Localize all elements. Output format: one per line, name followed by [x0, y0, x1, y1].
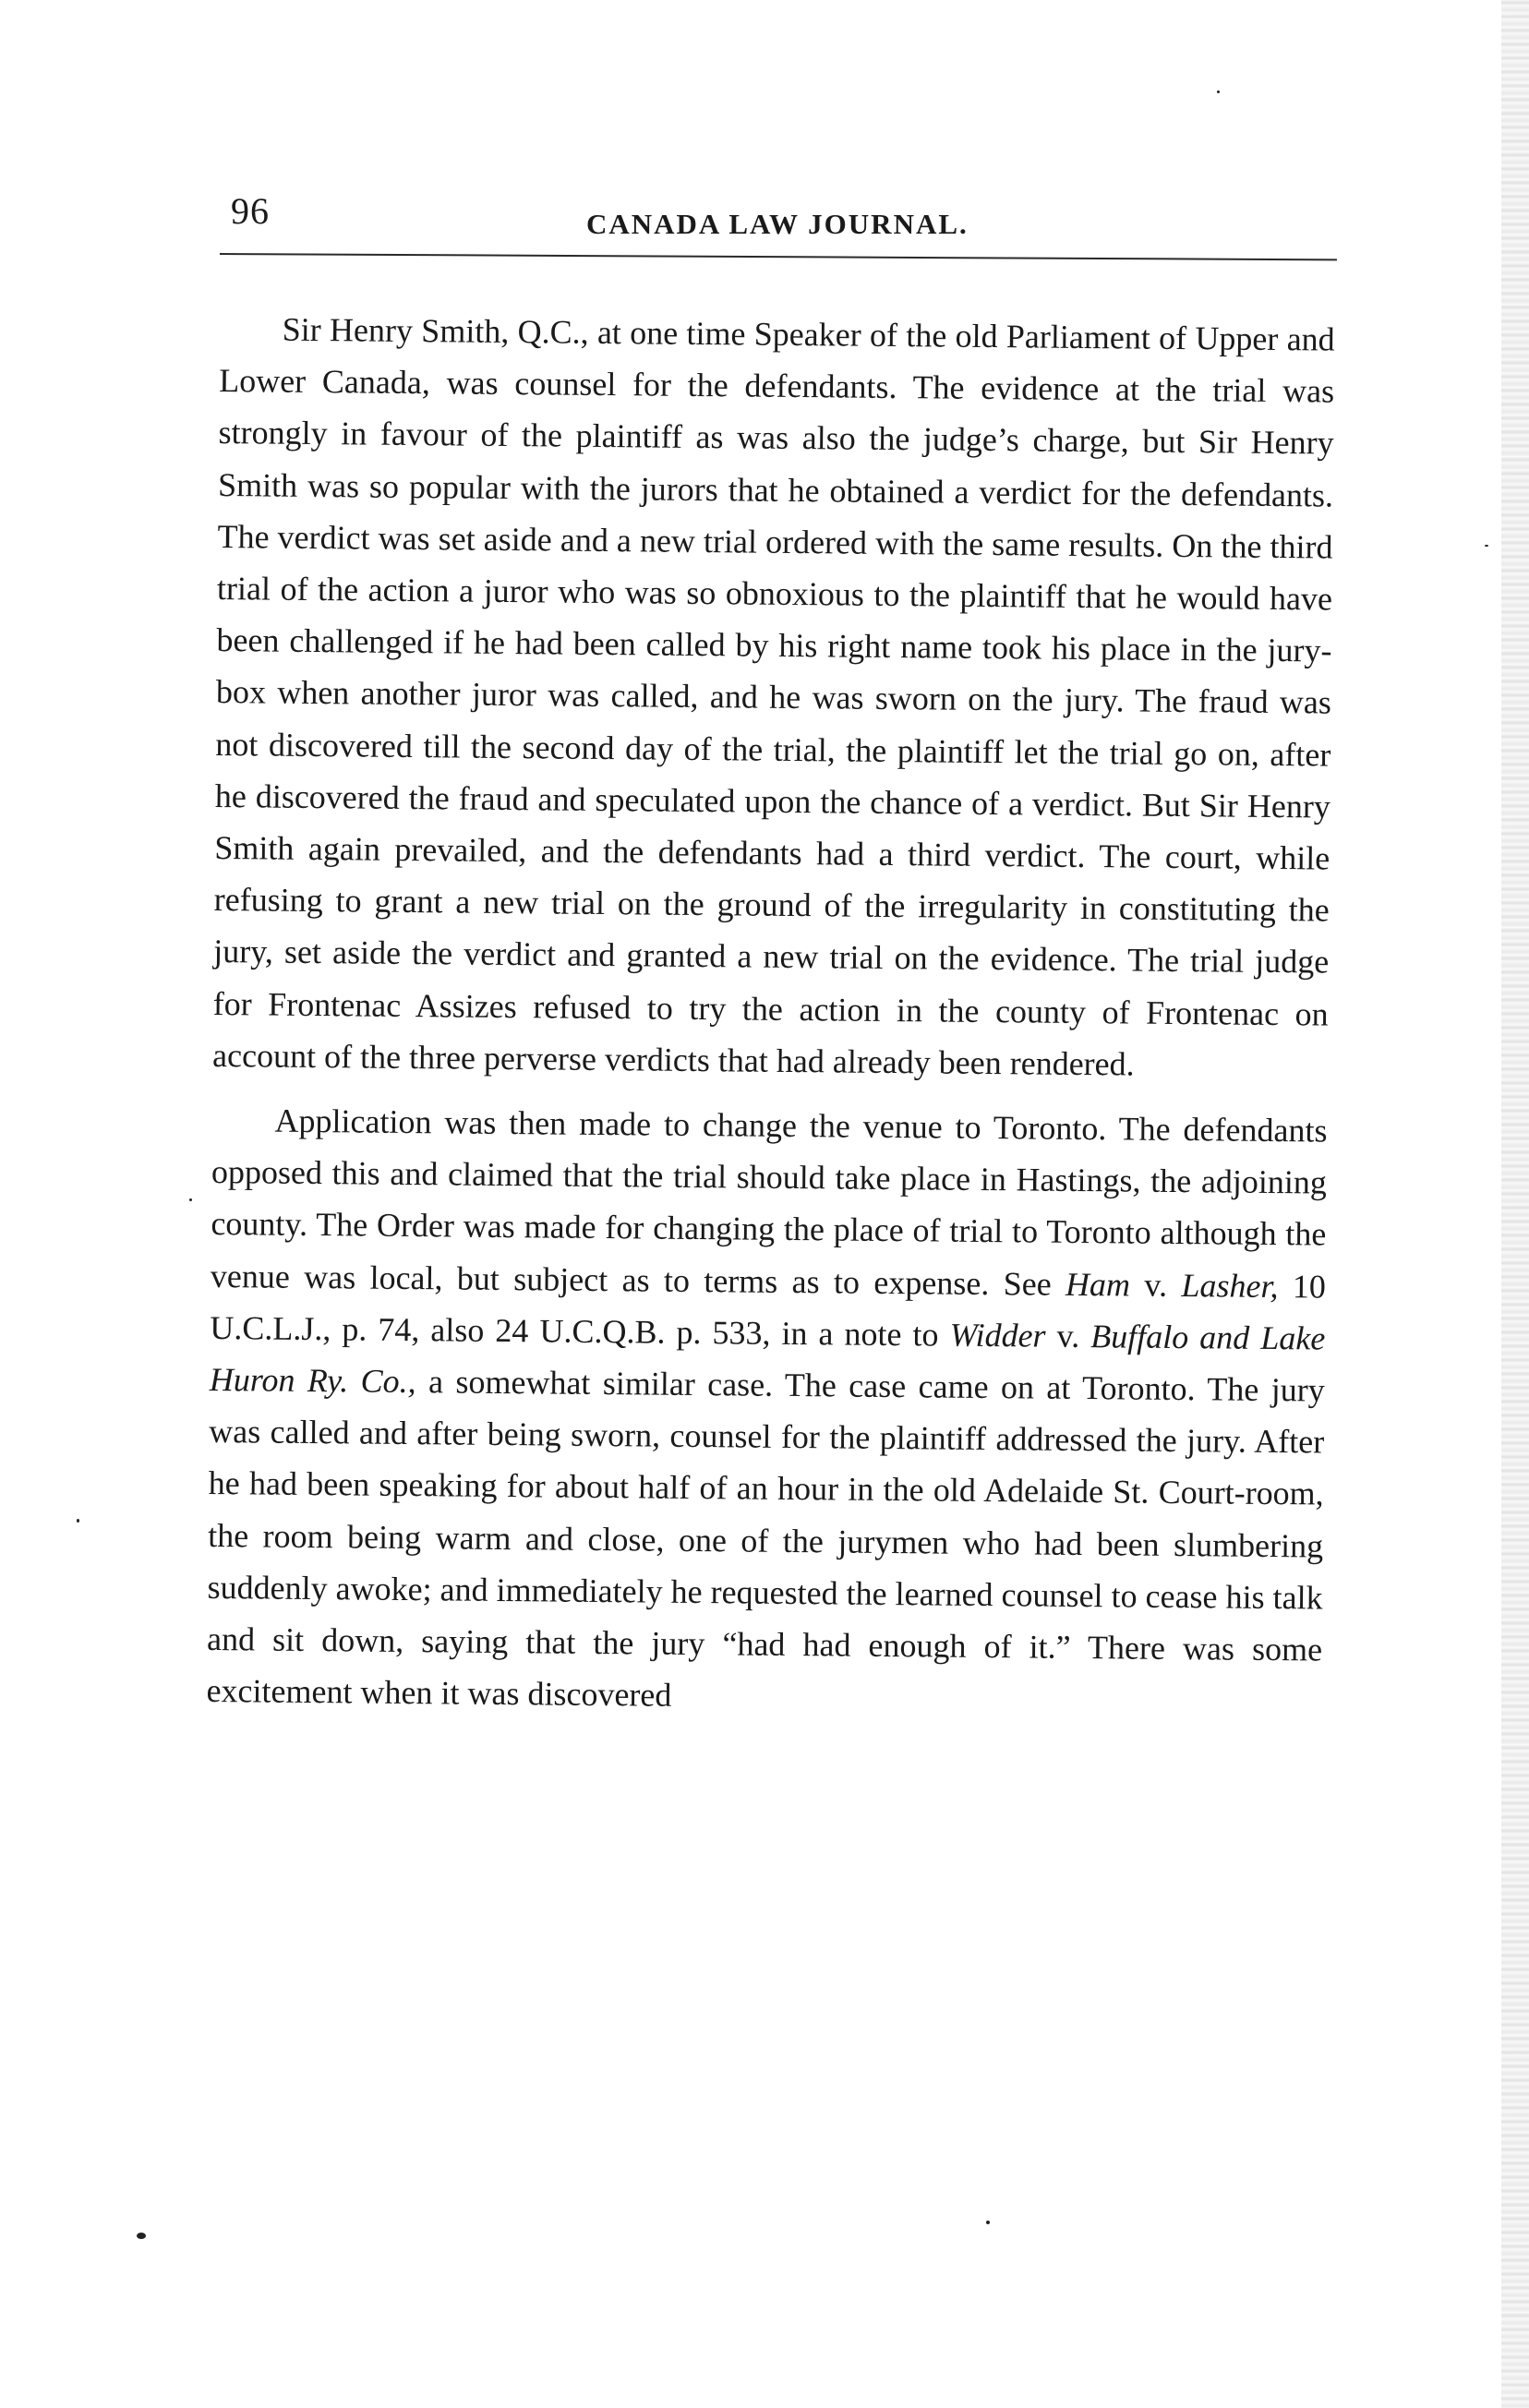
scan-speck — [137, 2233, 146, 2239]
paragraph-2 — [206, 1094, 1327, 1728]
paragraph-2-run: Application was then made to change the venue to Toronto. The defendants opposed this and claimed that the trial should take place in Hastings, the adjoining county. The Order was made for changing the place of trial to Toronto although the venue was local, but subject as to terms as to expense. See — [210, 1102, 1328, 1303]
scan-speck — [986, 2221, 990, 2224]
case-name-italic: Buffalo and Lake Huron Ry. Co., — [209, 1317, 1326, 1401]
paragraph-1: Sir Henry Smith, Q.C., at one time Speaker of the old Parliament of Upper and Lower Canada, was counsel for the defendants. The evidence at the trial was strongly in favour of the plaintiff as was also the judge’s charge, but Sir Henry Smith was so popular with the jurors that he obtained a verdict for the defendants. The verdict was set aside and a new trial ordered with the same results. On the third trial of the action a juror who was so obnoxious to the plaintiff that he would have been challenged if he had been called by his right name took his place in the jury-box when another juror was called, and he was sworn on the jury. The fraud was not discovered till the second day of the trial, the plaintiff let the trial go on, after he discovered the fraud and speculated upon the chance of a verdict. But Sir Henry Smith again prevailed, and the defendants had a third verdict. The court, while refusing to grant a new trial on the ground of the irregularity in constituting the jury, set aside the verdict and granted a new trial on the evidence. The trial judge for Frontenac Assizes refused to try the action in the county of Frontenac on account of the three perverse verdicts that had already been rendered. — [211, 310, 1335, 1083]
scan-speck — [77, 1519, 79, 1523]
scan-speck — [1217, 90, 1220, 93]
body-text — [206, 303, 1335, 1728]
paragraph-2-run: a somewhat similar case. The case came on at Toronto. The jury was called and after being sworn, counsel for the plaintiff addressed the jury. After he had been speaking for about half of an hour in the old Adelaide St. Court-room, the room being warm and close, one of the jurymen who had been slumbering suddenly awoke; and immediately he requested the learned counsel to cease his talk and sit down, saying that the jury “had had enough of it.” There was some excitement when it was discovered — [206, 1363, 1325, 1715]
running-head: CANADA LAW JOURNAL. — [586, 208, 969, 240]
case-name-italic: Ham — [1065, 1265, 1131, 1304]
scan-speck — [1485, 545, 1488, 547]
page-number: 96 — [231, 190, 270, 232]
case-name-italic: Lasher, — [1181, 1266, 1279, 1305]
scan-speck — [189, 1198, 192, 1201]
header-rule — [220, 253, 1337, 260]
paragraph-2-run: v. — [1045, 1317, 1091, 1354]
case-name-italic: Widder — [949, 1316, 1046, 1354]
page-edge-shadow — [1501, 0, 1529, 2408]
paragraph-2-run: v. — [1129, 1266, 1182, 1304]
paragraph-2-run: 10 U.C.L.J., p. 74, also 24 U.C.Q.B. p. 533, in a note to — [210, 1267, 1327, 1354]
